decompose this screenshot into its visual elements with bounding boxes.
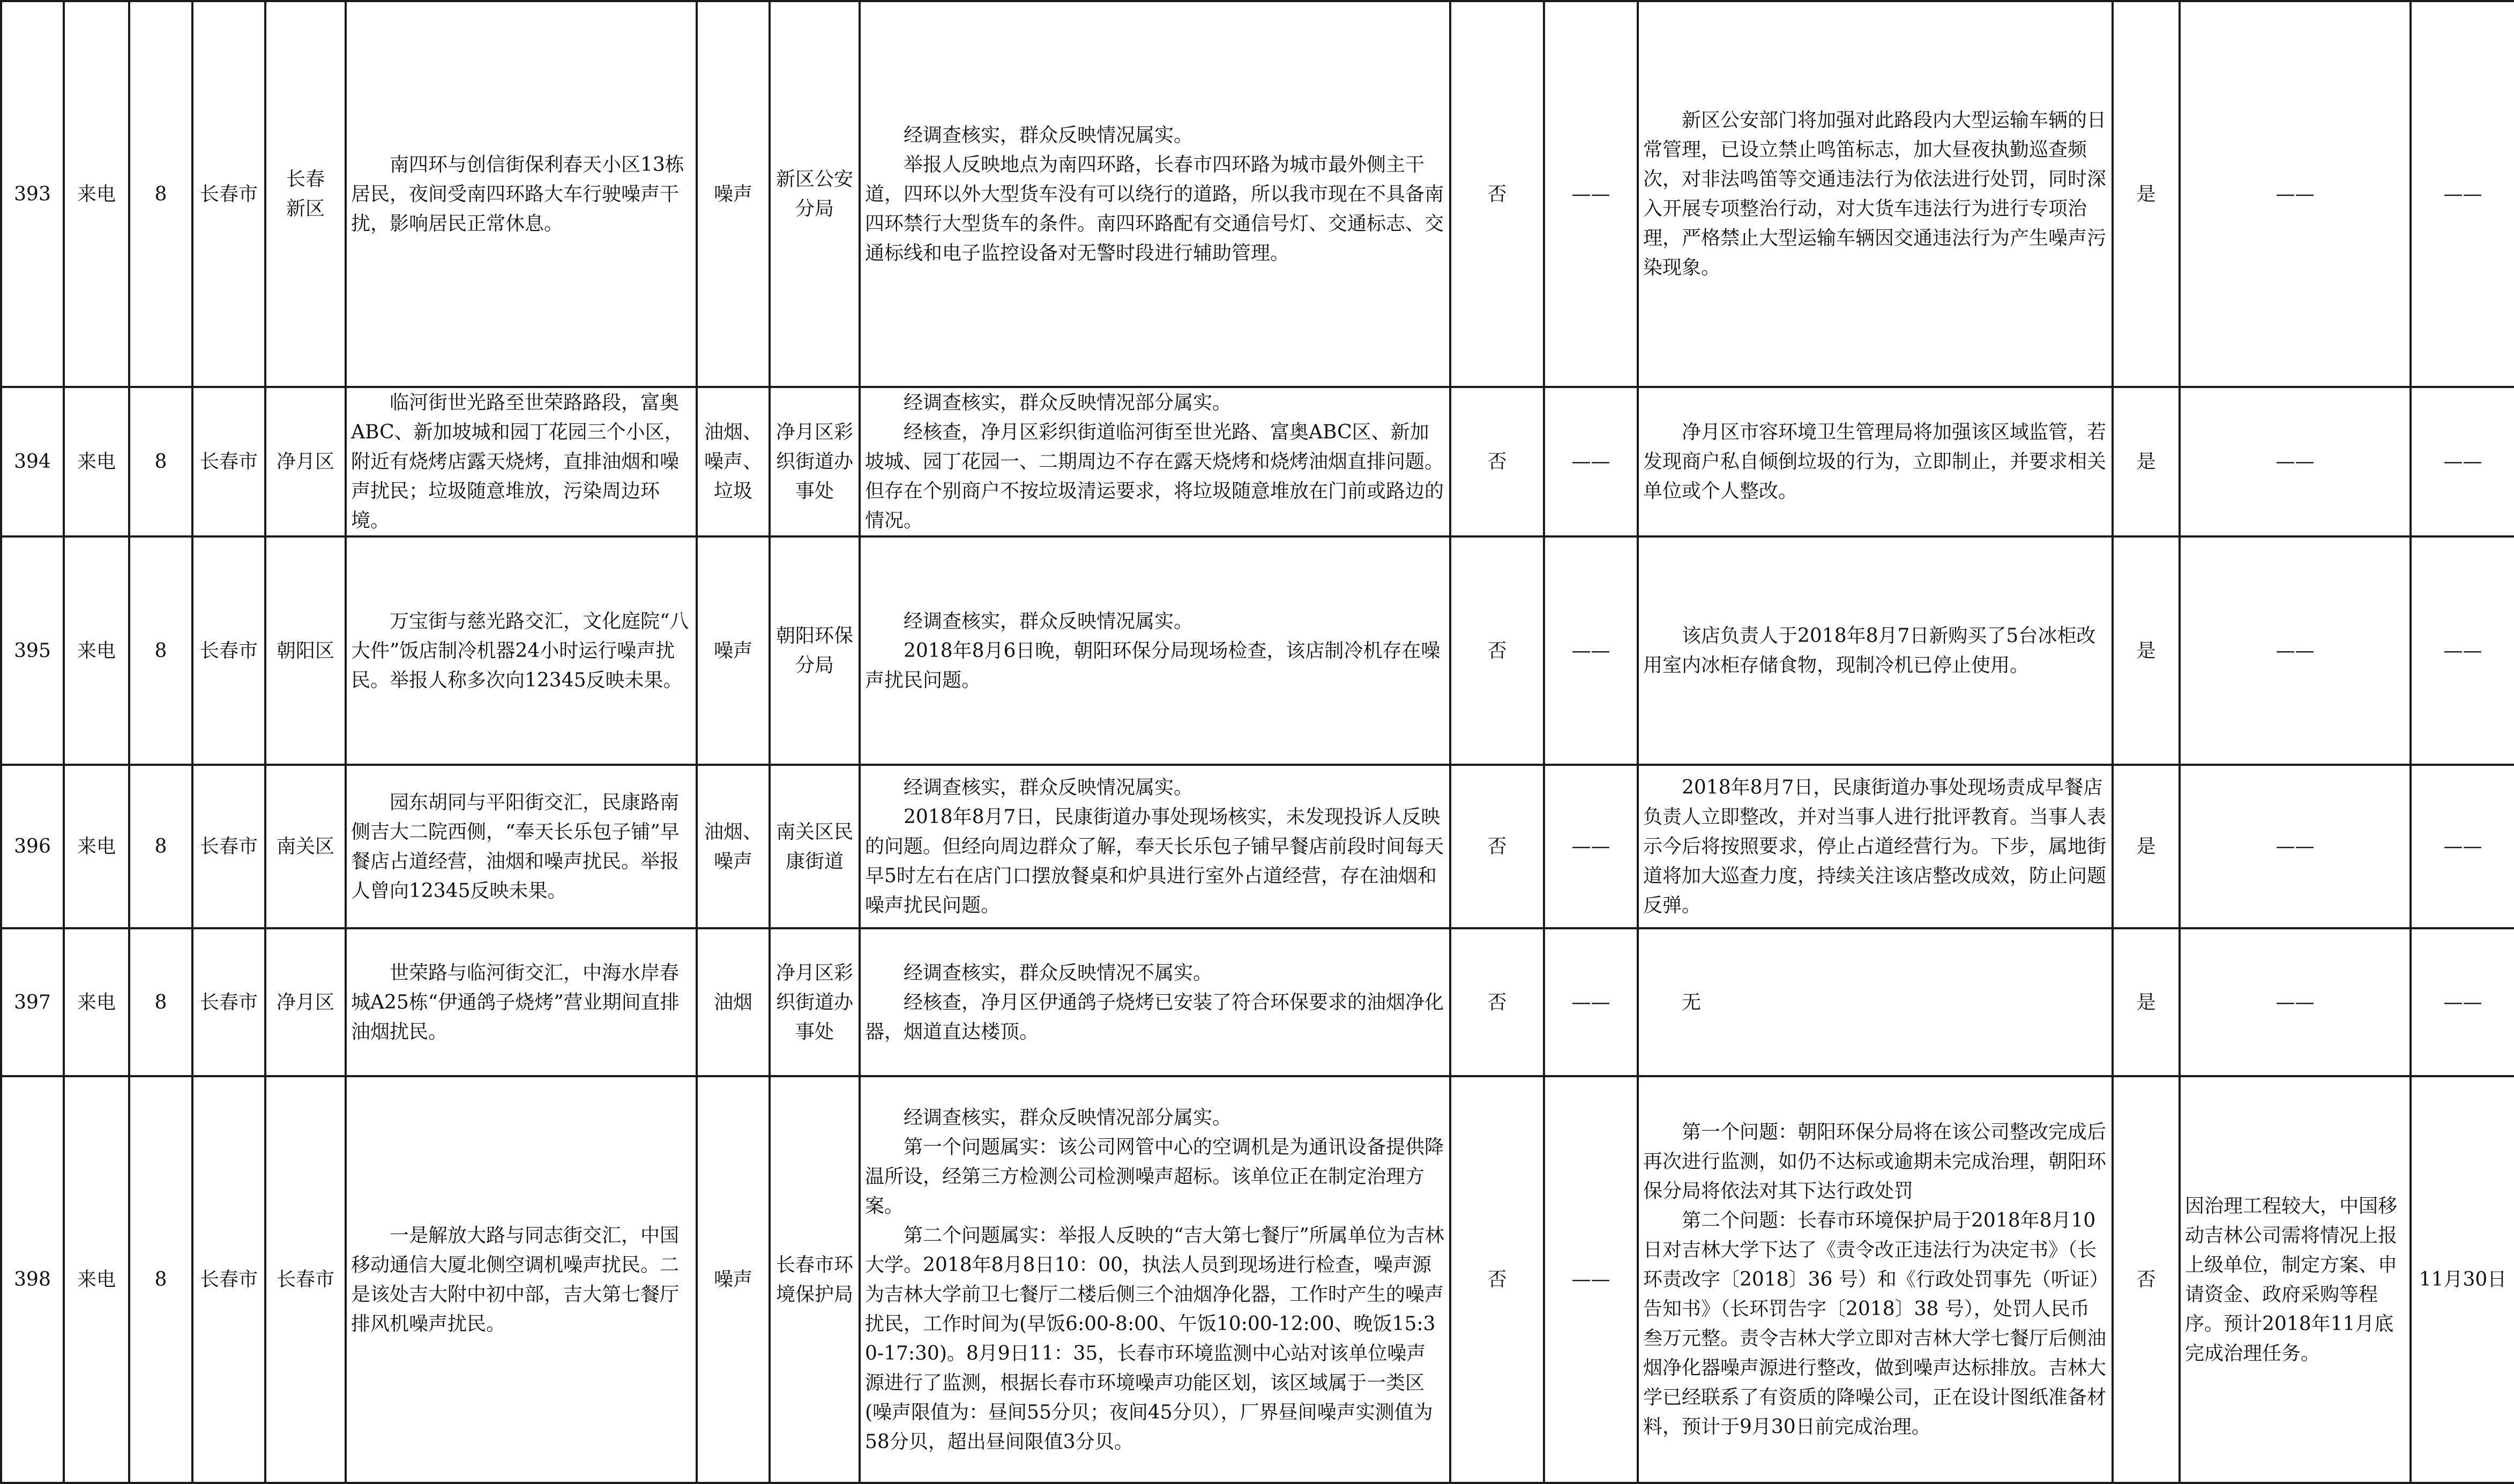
investigation-cell: [860, 1, 1450, 387]
deadline-text: ——: [2443, 639, 2482, 662]
row-number-cell: [1, 765, 64, 928]
row-number-text: 398: [14, 1269, 51, 1291]
responsible-unit-cell: [770, 928, 860, 1076]
batch-number-text: 8: [154, 836, 167, 857]
paragraph: 一是解放大路与同志街交汇，中国移动通信大厦北侧空调机噪声扰民。二是该处吉大附中初中部，吉大第七餐厅排风机噪声扰民。: [351, 1224, 680, 1335]
responsible-unit-text: 长春市环境保护局: [775, 1254, 853, 1306]
batch-number-cell: [129, 536, 192, 765]
complaint-source-cell: [64, 1076, 129, 1483]
district-text: 朝阳区: [276, 639, 334, 662]
pollution-type-cell: [697, 765, 770, 928]
batch-number-text: 8: [154, 183, 167, 205]
district-text: 南关区: [276, 836, 334, 857]
responsibility-text: 否: [1487, 991, 1507, 1013]
paragraph: 净月区市容环境卫生管理局将加强该区域监管，若发现商户私自倾倒垃圾的行为，立即制止，并要求相关单位或个人整改。: [1643, 421, 2107, 502]
district-text: 长春市: [276, 1269, 334, 1291]
responsible-unit-text: 新区公安分局: [775, 168, 853, 220]
paragraph: 南四环与创信街保利春天小区13栋居民，夜间受南四环路大车行驶噪声干扰，影响居民正常休息。: [351, 153, 684, 235]
deadline-cell: [2411, 1076, 2514, 1483]
batch-number-cell: [129, 765, 192, 928]
responsibility-cell: [1450, 1076, 1544, 1483]
responsibility-text: 否: [1487, 451, 1507, 473]
paragraph: 举报人反映地点为南四环路，长春市四环路为城市最外侧主干道，四环以外大型货车没有可以绕行的道路，所以我市现在不具备南四环禁行大型货车的条件。南四环路配有交通信号灯、交通标志、交通标线和电子监控设备对无警时段进行辅助管理。: [865, 153, 1444, 264]
pollution-type-text: 噪声: [713, 639, 752, 662]
paragraph: 第一个问题：朝阳环保分局将在该公司整改完成后再次进行监测，如仍不达标或逾期未完成治理，朝阳环保分局将依法对其下达行政处罚: [1643, 1121, 2107, 1202]
investigation-cell: [860, 928, 1450, 1076]
responsible-unit-text: 净月区彩织街道办事处: [775, 961, 853, 1043]
paragraph: 万宝街与慈光路交汇，文化庭院“八大件”饭店制冷机器24小时运行噪声扰民。举报人称多次向12345反映未果。: [351, 610, 689, 691]
complaint-source-cell: [64, 1, 129, 387]
responsible-unit-text: 净月区彩织街道办事处: [775, 421, 853, 502]
investigation-cell: [860, 1076, 1450, 1483]
paragraph: 园东胡同与平阳街交汇，民康路南侧吉大二院西侧，“奉天长乐包子铺”早餐店占道经营，油烟和噪声扰民。举报人曾向12345反映未果。: [351, 791, 680, 902]
batch-number-cell: [129, 1076, 192, 1483]
incomplete-reason-cell: [2180, 536, 2411, 765]
row-number-cell: [1, 928, 64, 1076]
rectification-cell: [1638, 536, 2113, 765]
completed-cell: [2113, 387, 2180, 536]
paragraph: 经核查，净月区伊通鸽子烧烤已安装了符合环保要求的油烟净化器，烟道直达楼顶。: [865, 991, 1444, 1043]
completed-cell: [2113, 1, 2180, 387]
incomplete-reason-text: ——: [2276, 183, 2315, 205]
district-cell: [265, 1076, 346, 1483]
investigation-cell: [860, 765, 1450, 928]
row-number-text: 395: [14, 639, 51, 662]
city-cell: [192, 387, 265, 536]
accountability-text: ——: [1571, 836, 1610, 857]
paragraph: 无: [1682, 991, 1702, 1013]
paragraph: 2018年8月7日，民康街道办事处现场核实，未发现投诉人反映的问题。但经向周边群众了解，奉天长乐包子铺早餐店前段时间每天早5时左右在店门口摆放餐桌和炉具进行室外占道经营，存在油烟和噪声扰民问题。: [865, 806, 1444, 916]
city-text: 长春市: [199, 639, 258, 662]
table-row: [1, 1076, 2514, 1483]
completed-cell: [2113, 928, 2180, 1076]
completed-text: 是: [2136, 183, 2156, 205]
responsibility-text: 否: [1487, 1269, 1507, 1291]
rectification-cell: [1638, 387, 2113, 536]
paragraph: 2018年8月7日，民康街道办事处现场责成早餐店负责人立即整改，并对当事人进行批评教育。当事人表示今后将按照要求，停止占道经营行为。下步，属地街道将加大巡查力度，持续关注该店整改成效，防止问题反弹。: [1643, 777, 2107, 916]
deadline-text: ——: [2443, 183, 2482, 205]
city-text: 长春市: [199, 991, 258, 1013]
pollution-type-cell: [697, 536, 770, 765]
city-text: 长春市: [199, 451, 258, 473]
row-number-text: 397: [14, 991, 51, 1013]
deadline-cell: [2411, 536, 2514, 765]
table-row: [1, 1, 2514, 387]
investigation-cell: [860, 536, 1450, 765]
deadline-text: ——: [2443, 451, 2482, 473]
batch-number-cell: [129, 387, 192, 536]
responsibility-text: 否: [1487, 836, 1507, 857]
paragraph: 经调查核实，群众反映情况属实。: [904, 610, 1193, 632]
pollution-type-text: 油烟: [713, 991, 752, 1013]
rectification-cell: [1638, 1076, 2113, 1483]
accountability-cell: [1544, 1076, 1638, 1483]
table-row: [1, 536, 2514, 765]
completed-text: 是: [2136, 991, 2156, 1013]
paragraph: 经核查，净月区彩织街道临河街至世光路、富奥ABC区、新加坡城、园丁花园一、二期周边不存在露天烧烤和烧烤油烟直排问题。但存在个别商户不按垃圾清运要求，将垃圾随意堆放在门前或路边的情况。: [865, 421, 1444, 532]
completed-text: 是: [2136, 836, 2156, 857]
city-text: 长春市: [199, 183, 258, 205]
row-number-text: 394: [14, 451, 51, 473]
pollution-type-cell: [697, 387, 770, 536]
district-text: 净月区: [276, 451, 334, 473]
city-cell: [192, 536, 265, 765]
paragraph: 第二个问题：长春市环境保护局于2018年8月10日对吉林大学下达了《责令改正违法行为决定书》（长环责改字〔2018〕36 号）和《行政处罚事先（听证）告知书》（长环罚告字〔2018〕38 号），处罚人民币叁万元整。责令吉林大学立即对吉林大学七餐厅后侧油烟净化器噪声源进行整改，做到噪声达标排放。吉林大学已经联系了有资质的降噪公司，正在设计图纸准备材料，预计于9月30日前完成治理。: [1643, 1210, 2107, 1438]
responsibility-cell: [1450, 1, 1544, 387]
responsible-unit-text: 南关区民康街道: [775, 821, 853, 872]
pollution-type-cell: [697, 1076, 770, 1483]
accountability-cell: [1544, 765, 1638, 928]
batch-number-text: 8: [154, 991, 167, 1013]
incomplete-reason-cell: [2180, 928, 2411, 1076]
completed-text: 否: [2136, 1269, 2156, 1291]
complaint-content-cell: [346, 536, 697, 765]
complaint-source-text: 来电: [77, 451, 116, 473]
city-text: 长春市: [199, 1269, 258, 1291]
table-row: [1, 928, 2514, 1076]
pollution-type-text: 油烟、噪声、垃圾: [704, 421, 762, 502]
incomplete-reason-text: ——: [2276, 639, 2315, 662]
deadline-cell: [2411, 928, 2514, 1076]
rectification-cell: [1638, 1, 2113, 387]
responsible-unit-cell: [770, 765, 860, 928]
paragraph: 该店负责人于2018年8月7日新购买了5台冰柜改用室内冰柜存储食物，现制冷机已停止使用。: [1643, 625, 2096, 676]
district-cell: [265, 536, 346, 765]
pollution-type-text: 噪声: [713, 1269, 752, 1291]
paragraph: 经调查核实，群众反映情况属实。: [904, 777, 1193, 799]
city-cell: [192, 928, 265, 1076]
accountability-text: ——: [1571, 451, 1610, 473]
responsibility-cell: [1450, 765, 1544, 928]
complaint-content-cell: [346, 928, 697, 1076]
district-cell: [265, 387, 346, 536]
row-number-text: 396: [14, 836, 51, 857]
responsibility-text: 否: [1487, 183, 1507, 205]
incomplete-reason-cell: [2180, 387, 2411, 536]
batch-number-text: 8: [154, 451, 167, 473]
complaint-source-text: 来电: [77, 836, 116, 857]
deadline-text: 11月30日: [2419, 1269, 2507, 1291]
completed-text: 是: [2136, 451, 2156, 473]
accountability-cell: [1544, 1, 1638, 387]
accountability-text: ——: [1571, 183, 1610, 205]
complaint-content-cell: [346, 387, 697, 536]
incomplete-reason-cell: [2180, 1076, 2411, 1483]
paragraph: 经调查核实，群众反映情况部分属实。: [904, 392, 1232, 414]
row-number-cell: [1, 1, 64, 387]
responsibility-text: 否: [1487, 639, 1507, 662]
district-cell: [265, 765, 346, 928]
city-text: 长春市: [199, 836, 258, 857]
incomplete-reason-cell: [2180, 765, 2411, 928]
incomplete-reason-text: ——: [2276, 991, 2315, 1013]
accountability-cell: [1544, 387, 1638, 536]
table-row: [1, 765, 2514, 928]
batch-number-text: 8: [154, 639, 167, 662]
complaint-source-cell: [64, 928, 129, 1076]
city-cell: [192, 1076, 265, 1483]
district-text: 净月区: [276, 991, 334, 1013]
responsible-unit-cell: [770, 1076, 860, 1483]
deadline-cell: [2411, 765, 2514, 928]
pollution-type-cell: [697, 1, 770, 387]
district-text: 长春 新区: [286, 168, 325, 220]
complaint-source-cell: [64, 387, 129, 536]
responsible-unit-cell: [770, 387, 860, 536]
accountability-cell: [1544, 536, 1638, 765]
row-number-text: 393: [14, 183, 51, 205]
batch-number-text: 8: [154, 1269, 167, 1291]
district-cell: [265, 928, 346, 1076]
complaint-content-cell: [346, 1076, 697, 1483]
paragraph: 经调查核实，群众反映情况属实。: [904, 124, 1193, 146]
complaint-content-cell: [346, 1, 697, 387]
city-cell: [192, 765, 265, 928]
accountability-cell: [1544, 928, 1638, 1076]
paragraph: 临河街世光路至世荣路路段，富奥ABC、新加坡城和园丁花园三个小区，附近有烧烤店露天烧烤，直排油烟和噪声扰民；垃圾随意堆放，污染周边环境。: [351, 392, 684, 532]
paragraph: 2018年8月6日晚，朝阳环保分局现场检查，该店制冷机存在噪声扰民问题。: [865, 639, 1441, 691]
complaint-source-text: 来电: [77, 991, 116, 1013]
deadline-cell: [2411, 387, 2514, 536]
completed-text: 是: [2136, 639, 2156, 662]
deadline-text: ——: [2443, 991, 2482, 1013]
accountability-text: ——: [1571, 991, 1610, 1013]
deadline-text: ——: [2443, 836, 2482, 857]
paragraph: 第一个问题属实：该公司网管中心的空调机是为通讯设备提供降温所设，经第三方检测公司检测噪声超标。该单位正在制定治理方案。: [865, 1136, 1444, 1217]
responsible-unit-cell: [770, 1, 860, 387]
investigation-cell: [860, 387, 1450, 536]
pollution-type-cell: [697, 928, 770, 1076]
paragraph: 世荣路与临河街交汇，中海水岸春城A25栋“伊通鸽子烧烤”营业期间直排油烟扰民。: [351, 961, 680, 1043]
row-number-cell: [1, 1076, 64, 1483]
incomplete-reason-text: ——: [2276, 451, 2315, 473]
pollution-type-text: 油烟、噪声: [704, 821, 762, 872]
table-row: [1, 387, 2514, 536]
paragraph: 因治理工程较大，中国移动吉林公司需将情况上报上级单位，制定方案、申请资金、政府采购等程序。预计2018年11月底完成治理任务。: [2185, 1195, 2398, 1364]
complaint-source-cell: [64, 536, 129, 765]
accountability-text: ——: [1571, 639, 1610, 662]
complaint-source-text: 来电: [77, 1269, 116, 1291]
responsibility-cell: [1450, 928, 1544, 1076]
complaint-source-text: 来电: [77, 183, 116, 205]
paragraph: 第二个问题属实：举报人反映的“吉大第七餐厅”所属单位为吉林大学。2018年8月8日10：00，执法人员到现场进行检查，噪声源为吉林大学前卫七餐厅二楼后侧三个油烟净化器，工作时产生的噪声扰民，工作时间为(早饭6:00-8:00、午饭10:00-12:00、晚饭15:30-17:30)。8月9日11：35，长春市环境监测中心站对该单位噪声源进行了监测，根据长春市环境噪声功能区划，该区域属于一类区(噪声限值为：昼间55分贝；夜间45分贝），厂界昼间噪声实测值为58分贝，超出昼间限值3分贝。: [865, 1224, 1444, 1453]
accountability-text: ——: [1571, 1269, 1610, 1291]
incomplete-reason-cell: [2180, 1, 2411, 387]
paragraph: 新区公安部门将加强对此路段内大型运输车辆的日常管理，已设立禁止鸣笛标志，加大昼夜执勤巡查频次，对非法鸣笛等交通违法行为依法进行处罚，同时深入开展专项整治行动，对大货车违法行为进行专项治理，严格禁止大型运输车辆因交通违法行为产生噪声污染现象。: [1643, 109, 2107, 279]
completed-cell: [2113, 1076, 2180, 1483]
row-number-cell: [1, 387, 64, 536]
responsible-unit-text: 朝阳环保分局: [775, 625, 853, 676]
responsibility-cell: [1450, 387, 1544, 536]
complaint-source-cell: [64, 765, 129, 928]
incomplete-reason-text: ——: [2276, 836, 2315, 857]
paragraph: 经调查核实，群众反映情况部分属实。: [904, 1106, 1232, 1129]
responsible-unit-cell: [770, 536, 860, 765]
completed-cell: [2113, 765, 2180, 928]
pollution-type-text: 噪声: [713, 183, 752, 205]
completed-cell: [2113, 536, 2180, 765]
row-number-cell: [1, 536, 64, 765]
rectification-cell: [1638, 928, 2113, 1076]
paragraph: 经调查核实，群众反映情况不属实。: [904, 961, 1213, 984]
responsibility-cell: [1450, 536, 1544, 765]
district-cell: [265, 1, 346, 387]
rectification-cell: [1638, 765, 2113, 928]
city-cell: [192, 1, 265, 387]
deadline-cell: [2411, 1, 2514, 387]
batch-number-cell: [129, 928, 192, 1076]
complaint-content-cell: [346, 765, 697, 928]
batch-number-cell: [129, 1, 192, 387]
complaint-source-text: 来电: [77, 639, 116, 662]
